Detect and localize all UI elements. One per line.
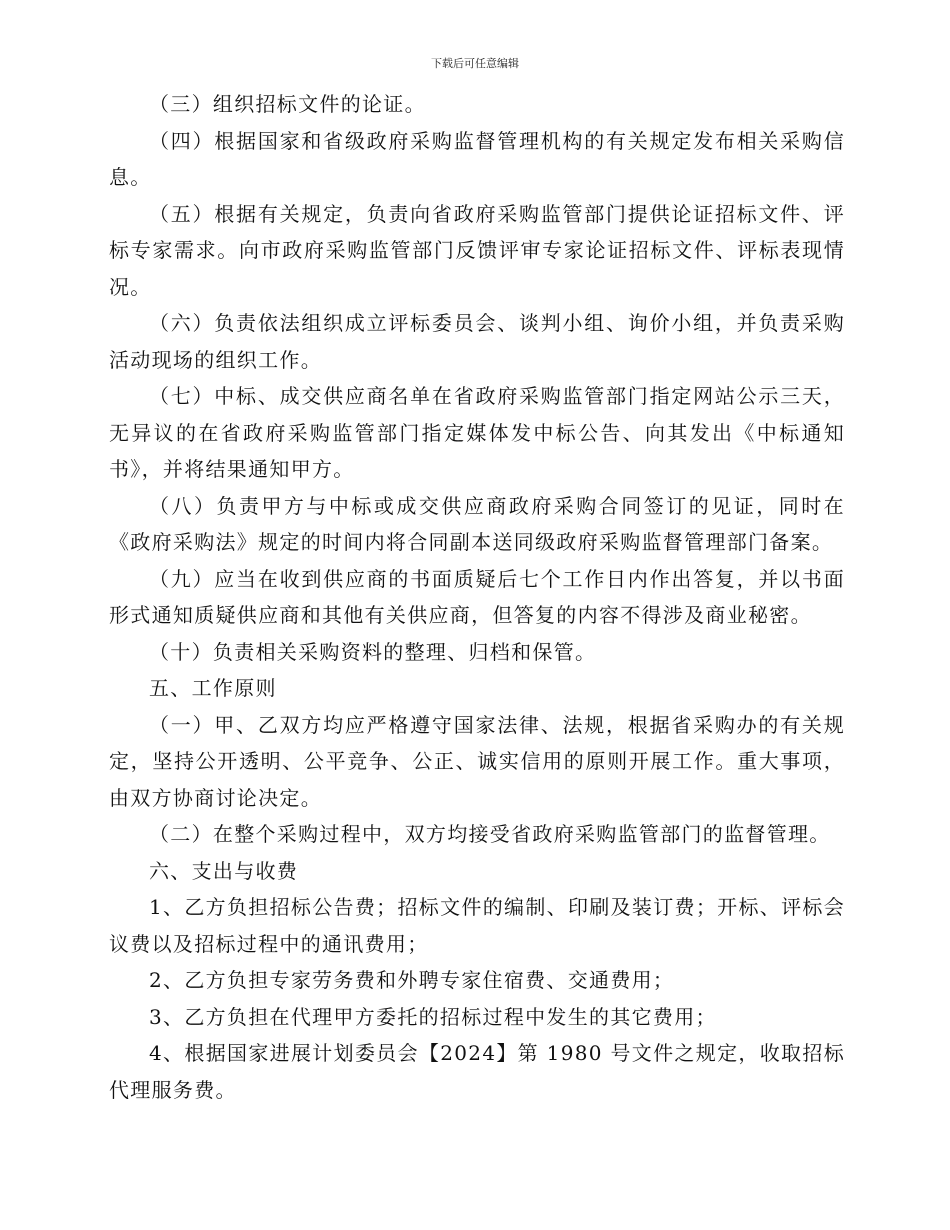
paragraph-7: （七）中标、成交供应商名单在省政府采购监管部门指定网站公示三天，无异议的在省政府采购监管部门指定媒体发中标公告、向其发出《中标通知书》，并将结果通知甲方。 [109, 384, 845, 481]
paragraph-3: （三）组织招标文件的论证。 [149, 92, 426, 116]
expense-item-1: 1、乙方负担招标公告费；招标文件的编制、印刷及装订费；开标、评标会议费以及招标过程中的通讯费用； [109, 895, 845, 956]
paragraph-10: （十）负责相关采购资料的整理、归档和保管。 [149, 639, 597, 664]
document-body [109, 86, 845, 1108]
principle-2: （二）在整个采购过程中，双方均接受省政府采购监管部门的监督管理。 [149, 822, 831, 846]
paragraph-5: （五）根据有关规定，负责向省政府采购监管部门提供论证招标文件、评标专家需求。向市政府采购监管部门反馈评审专家论证招标文件、评标表现情况。 [109, 201, 845, 299]
paragraph-8: （八）负责甲方与中标或成交供应商政府采购合同签订的见证，同时在《政府采购法》规定的时间内将合同副本送同级政府采购监督管理部门备案。 [109, 493, 845, 554]
section-heading-work-principles: 五、工作原则 [149, 676, 277, 700]
expense-item-4: 4、根据国家进展计划委员会【2024】第 1980 号文件之规定，收取招标代理服务费。 [109, 1041, 845, 1102]
principle-1: （一）甲、乙双方均应严格遵守国家法律、法规，根据省采购办的有关规定，坚持公开透明、公平竞争、公正、诚实信用的原则开展工作。重大事项，由双方协商讨论决定。 [109, 712, 845, 810]
page-header-note: 下载后可任意编辑 [431, 57, 519, 70]
paragraph-9: （九）应当在收到供应商的书面质疑后七个工作日内作出答复，并以书面形式通知质疑供应商和其他有关供应商，但答复的内容不得涉及商业秘密。 [109, 566, 845, 627]
paragraph-4: （四）根据国家和省级政府采购监督管理机构的有关规定发布相关采购信息。 [109, 128, 845, 189]
section-heading-expenses-fees: 六、支出与收费 [149, 858, 299, 883]
paragraph-6: （六）负责依法组织成立评标委员会、谈判小组、询价小组，并负责采购活动现场的组织工作。 [109, 311, 845, 372]
expense-item-3: 3、乙方负担在代理甲方委托的招标过程中发生的其它费用； [149, 1004, 717, 1029]
expense-item-2: 2、乙方负担专家劳务费和外聘专家住宿费、交通费用； [149, 968, 675, 992]
